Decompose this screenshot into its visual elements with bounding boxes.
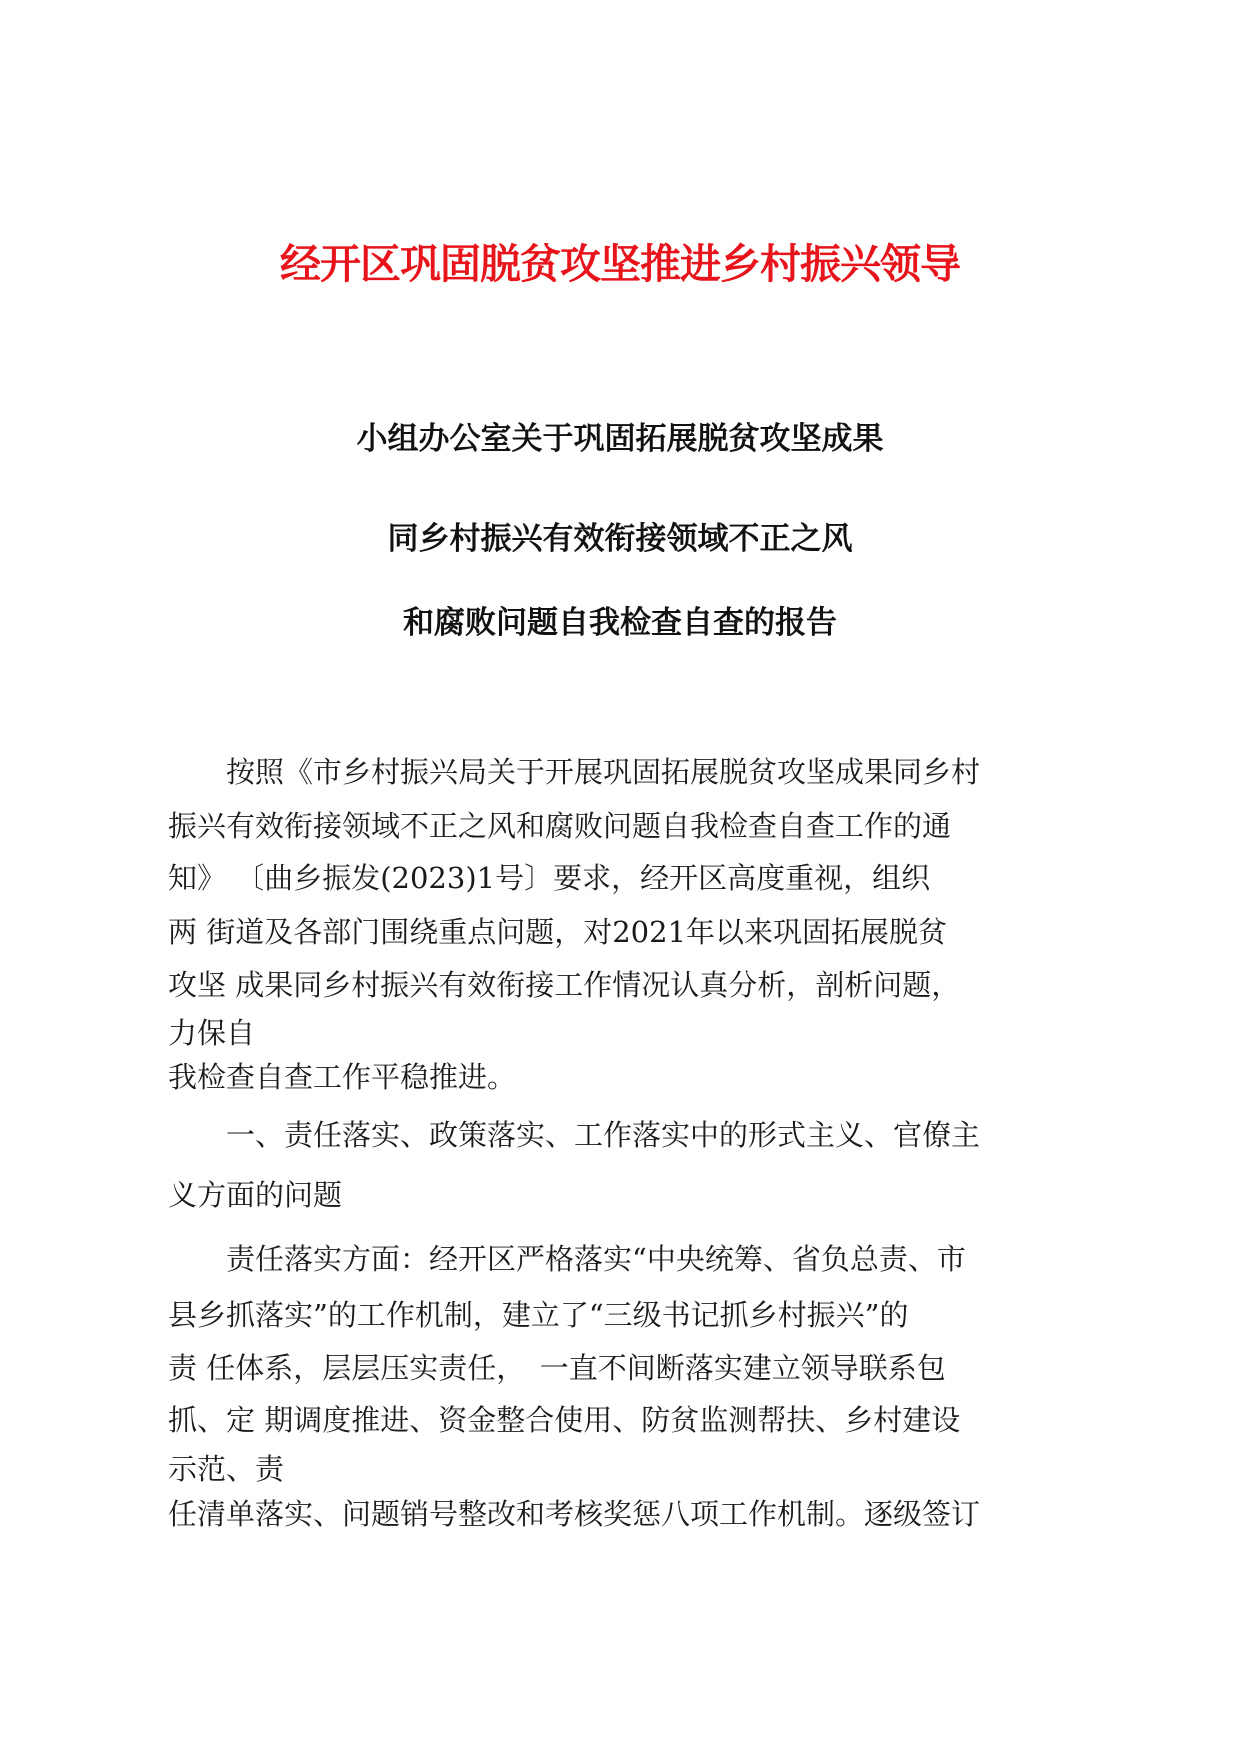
body-line: 知》 〔曲乡振发(2023)1号〕要求，经开区高度重视，组织: [168, 861, 931, 895]
body-line: 义方面的问题: [168, 1178, 343, 1212]
body-line: 两 街道及各部门围绕重点问题，对2021年以来巩固拓展脱贫: [168, 915, 948, 949]
body-line: 按照《市乡村振兴局关于开展巩固拓展脱贫攻坚成果同乡村: [168, 755, 981, 789]
document-title: 经开区巩固脱贫攻坚推进乡村振兴领导: [280, 240, 960, 288]
body-line: 县乡抓落实”的工作机制，建立了“三级书记抓乡村振兴”的: [168, 1298, 909, 1332]
body-line: 责任落实方面：经开区严格落实“中央统筹、省负总责、市: [168, 1242, 966, 1276]
body-line: 抓、定 期调度推进、资金整合使用、防贫监测帮扶、乡村建设: [168, 1403, 961, 1437]
subtitle-line-1: 小组办公室关于巩固拓展脱贫攻坚成果: [356, 421, 884, 457]
subtitle-line-2: 同乡村振兴有效衔接领域不正之风: [387, 521, 853, 557]
subtitle-line-3: 和腐败问题自我检查自查的报告: [403, 605, 837, 641]
body-line: 一、责任落实、政策落实、工作落实中的形式主义、官僚主: [168, 1118, 981, 1152]
body-line: 攻坚 成果同乡村振兴有效衔接工作情况认真分析，剖析问题，: [168, 968, 961, 1002]
body-line: 振兴有效衔接领域不正之风和腐败问题自我检查自查工作的通: [168, 809, 952, 843]
body-line: 任清单落实、问题销号整改和考核奖惩八项工作机制。逐级签订: [168, 1497, 981, 1531]
body-line: 我检查自查工作平稳推进。: [168, 1060, 517, 1094]
body-text: [168, 745, 1078, 1541]
body-line: 责 任体系，层层压实责任， 一直不间断落实建立领导联系包: [168, 1351, 946, 1385]
body-line: 力保自: [168, 1016, 256, 1050]
body-line: 示范、责: [168, 1452, 285, 1486]
